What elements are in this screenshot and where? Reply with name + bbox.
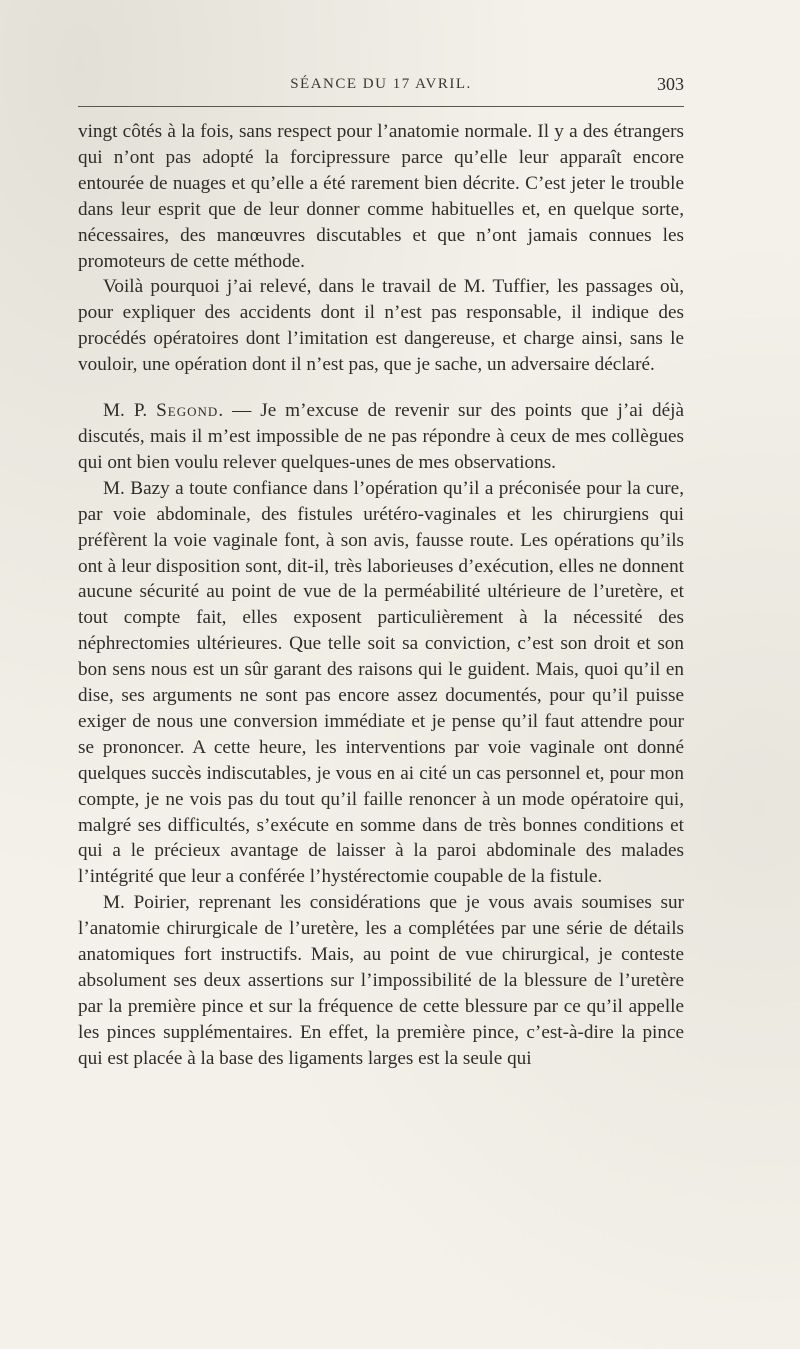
running-title: SÉANCE DU 17 AVRIL. (290, 76, 472, 92)
paragraph-5: M. Poirier, reprenant les considérations que je vous avais soumises sur l’anatomie chirurgicale de l’uretère, les a complétées par une série de détails anatomiques fort instructifs. Mais, au point de vue chirurgical, je conteste absolument ses deux assertions sur l’impossibilité de la blessure de l’uretère par la première pince et sur la fréquence de cette blessure par ce qu’il appelle les pinces supplémentaires. En effet, la première pince, c’est-à-dire la pince qui est placée à la base des ligaments larges est la seule qui (78, 892, 684, 1069)
page-header (78, 74, 684, 98)
paragraph-2: Voilà pourquoi j’ai relevé, dans le travail de M. Tuffier, les passages où, pour expliquer des accidents dont il n’est pas responsable, il indique des procédés opératoires dont l’imitation est dangereuse, et charge ainsi, sans le vouloir, une opération dont il n’est pas, que je sache, un adversaire déclaré. (78, 276, 684, 376)
paragraph-1: vingt côtés à la fois, sans respect pour l’anatomie normale. Il y a des étrangers qui n’ont pas adopté la forcipressure parce qu’elle leur apparaît encore entourée de nuages et qu’elle a été rarement bien décrite. C’est jeter le trouble dans leur esprit que de leur donner comme habituelles et, en quelque sorte, nécessaires, des manœuvres discutables et que n’ont jamais connues les promoteurs de cette méthode. (78, 121, 684, 272)
page-number: 303 (657, 74, 684, 94)
speaker-prefix: M. P. (103, 400, 157, 422)
paragraph-4: M. Bazy a toute confiance dans l’opération qu’il a préconisée pour la cure, par voie abdominale, des fistules urétéro-vaginales et les chirurgiens qui préfèrent la voie vaginale font, à son avis, fausse route. Les opérations qu’ils ont à leur disposition sont, dit-il, très laborieuses d’exécution, elles ne donnent aucune sécurité au point de vue de la perméabilité ultérieure de l’uretère, et tout compte fait, elles exposent particulièrement à la nécessité des néphrectomies ultérieures. Que telle soit sa conviction, c’est son droit et son bon sens nous est un sûr garant des raisons qui le guident. Mais, quoi qu’il en dise, ses arguments ne sont pas encore assez documentés, pour qu’il puisse exiger de nous une conversion immédiate et je pense qu’il faut attendre pour se prononcer. A cette heure, les interventions par voie vaginale ont donné quelques succès indiscutables, je vous en ai cité un cas personnel et, pour mon compte, je ne vois pas du tout qu’il faille renoncer à un mode opératoire qui, malgré ses difficultés, s’exécute en somme dans de très bonnes conditions et qui a le précieux avantage de laisser à la paroi abdominale des malades l’intégrité que leur a conférée l’hystérectomie coupable de la fistule. (78, 477, 684, 888)
body-text (78, 119, 684, 1072)
paragraph-3 (78, 398, 684, 476)
speaker-suffix: . — (218, 400, 261, 422)
speaker-name: Segond (156, 400, 219, 422)
header-rule (78, 106, 684, 107)
paragraph-3-text: Je m’excuse de revenir sur des points que j’ai déjà discutés, mais il m’est impossible de ne pas répondre à ceux de mes collègues qui ont bien voulu relever quelques-unes de mes observations. (78, 400, 685, 473)
